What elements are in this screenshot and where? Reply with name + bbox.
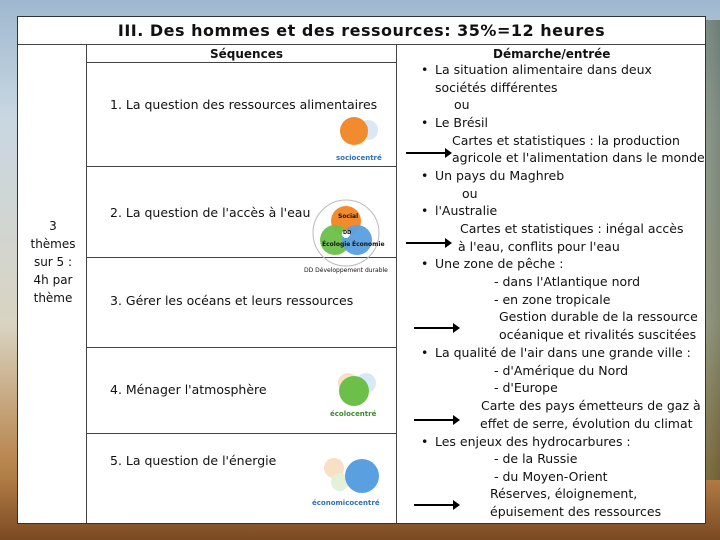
ecolocentre-circles-icon bbox=[322, 369, 386, 409]
dd-caption: DD Développement durable bbox=[304, 267, 388, 274]
arrow-right-icon bbox=[414, 327, 454, 329]
row-divider-1 bbox=[86, 166, 396, 167]
demarche-line-23: - de la Russie bbox=[494, 451, 578, 466]
themes-note: 3 thèmes sur 5 : 4h par thème bbox=[30, 219, 76, 305]
sequence-5: 5. La question de l'énergie bbox=[110, 453, 277, 468]
demarche-line-7: • Un pays du Maghreb bbox=[435, 167, 564, 185]
economicocentre-circles-icon bbox=[312, 454, 392, 498]
economicocentre-badge bbox=[312, 454, 392, 510]
demarche-line-4: • Le Brésil bbox=[435, 114, 488, 132]
column-header-divider bbox=[86, 62, 396, 63]
left-column-divider bbox=[86, 44, 87, 523]
sociocentre-badge bbox=[334, 113, 384, 165]
sequence-2: 2. La question de l'accès à l'eau bbox=[110, 205, 311, 220]
row-divider-4 bbox=[86, 433, 396, 434]
demarche-line-11: à l'eau, conflits pour l'eau bbox=[458, 239, 620, 254]
demarche-line-6: agricole et l'alimentation dans le monde bbox=[452, 150, 705, 165]
ecolocentre-caption: écolocentré bbox=[330, 410, 377, 418]
ecolocentre-badge bbox=[322, 369, 386, 421]
demarche-line-18: - d'Amérique du Nord bbox=[494, 363, 629, 378]
demarche-line-20: Carte des pays émetteurs de gaz à bbox=[481, 398, 701, 413]
demarche-line-12: • Une zone de pêche : bbox=[435, 255, 563, 273]
demarche-line-9: • l'Australie bbox=[435, 202, 497, 220]
middle-column-divider bbox=[396, 44, 397, 523]
dd-economie-label: Économie bbox=[352, 241, 385, 248]
arrow-right-icon bbox=[414, 504, 454, 506]
demarche-line-19: - d'Europe bbox=[494, 380, 558, 395]
slide-title: III. Des hommes et des ressources: 35%=12 heures bbox=[117, 21, 606, 40]
demarche-line-2: sociétés différentes bbox=[435, 80, 558, 95]
sequence-4: 4. Ménager l'atmosphère bbox=[110, 382, 267, 397]
demarche-line-21: effet de serre, évolution du climat bbox=[480, 416, 693, 431]
row-divider-3 bbox=[86, 347, 396, 348]
demarche-line-5: Cartes et statistiques : la production bbox=[452, 133, 680, 148]
arrow-right-icon bbox=[406, 242, 446, 244]
demarche-line-15: Gestion durable de la ressource bbox=[499, 309, 698, 324]
demarche-line-13: - dans l'Atlantique nord bbox=[494, 274, 641, 289]
dd-diagram bbox=[304, 197, 388, 279]
sociocentre-circles-icon bbox=[334, 113, 384, 153]
demarche-line-3: ou bbox=[454, 97, 470, 112]
demarche-line-10: Cartes et statistiques : inégal accès bbox=[460, 221, 684, 236]
demarche-line-17: • La qualité de l'air dans une grande ville : bbox=[435, 344, 691, 362]
demarche-line-24: - du Moyen-Orient bbox=[494, 469, 608, 484]
sequence-1: 1. La question des ressources alimentaires bbox=[110, 97, 378, 112]
demarche-line-26: épuisement des ressources bbox=[490, 504, 662, 519]
economicocentre-caption: économicocentré bbox=[312, 499, 380, 507]
sociocentre-caption: sociocentré bbox=[336, 154, 382, 162]
arrow-right-icon bbox=[406, 152, 446, 154]
demarche-line-25: Réserves, éloignement, bbox=[490, 486, 638, 501]
sequence-3: 3. Gérer les océans et leurs ressources bbox=[110, 293, 354, 308]
demarche-line-22: • Les enjeux des hydrocarbures : bbox=[435, 433, 631, 451]
header-divider bbox=[18, 44, 705, 45]
demarche-line-16: océanique et rivalités suscitées bbox=[499, 327, 697, 342]
demarche-line-14: - en zone tropicale bbox=[494, 292, 611, 307]
demarche-line-1: • La situation alimentaire dans deux bbox=[435, 61, 652, 79]
dd-ecologie-label: Écologie bbox=[322, 241, 351, 248]
slide-sheet bbox=[17, 16, 706, 524]
arrow-right-icon bbox=[414, 419, 454, 421]
dd-social-label: Social bbox=[338, 213, 359, 220]
header-sequences: Séquences bbox=[210, 47, 283, 61]
header-demarche: Démarche/entrée bbox=[493, 47, 611, 61]
demarche-line-8: ou bbox=[462, 186, 478, 201]
dd-center-label: DD bbox=[343, 230, 352, 236]
